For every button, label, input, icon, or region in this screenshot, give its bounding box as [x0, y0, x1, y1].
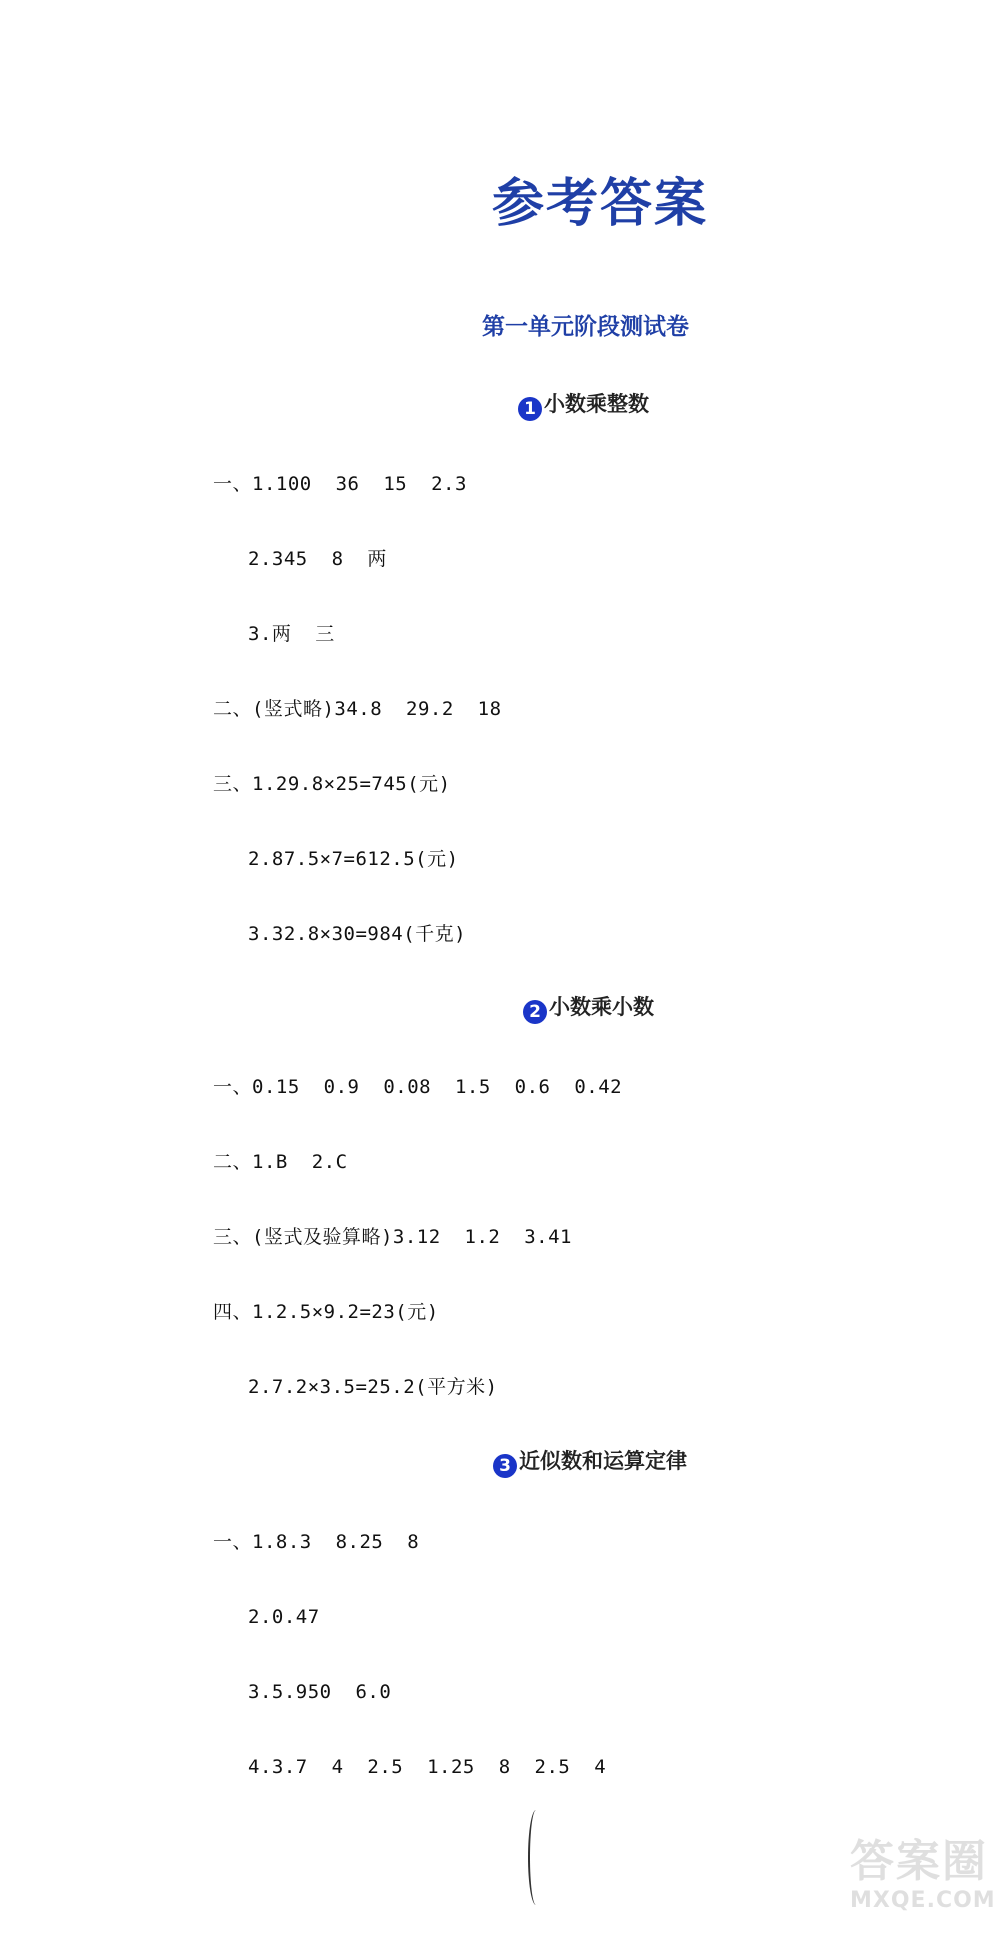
section-number-badge: 1	[518, 397, 542, 421]
answer-line: 2.0.47	[248, 1606, 320, 1628]
pen-mark	[528, 1810, 544, 1905]
answer-line: 4.3.7 4 2.5 1.25 8 2.5 4	[248, 1756, 607, 1778]
section-name: 近似数和运算定律	[519, 1449, 687, 1473]
answer-line: 二、(竖式略)34.8 29.2 18	[213, 698, 502, 720]
unit-title: 第一单元阶段测试卷	[482, 313, 689, 340]
section-heading-3	[493, 1451, 687, 1478]
answer-line: 一、0.15 0.9 0.08 1.5 0.6 0.42	[213, 1076, 623, 1098]
watermark-logo	[850, 1836, 1000, 1939]
section-heading-2	[523, 997, 654, 1024]
answer-line: 2.7.2×3.5=25.2(平方米)	[248, 1376, 498, 1398]
answer-line: 3.32.8×30=984(千克)	[248, 923, 467, 945]
section-name: 小数乘小数	[549, 995, 654, 1019]
section-heading-1	[518, 394, 649, 421]
answer-line: 四、1.2.5×9.2=23(元)	[213, 1301, 439, 1323]
watermark-url: MXQE.COM	[850, 1888, 996, 1913]
section-number-badge: 3	[493, 1454, 517, 1478]
answer-line: 3.5.950 6.0	[248, 1681, 392, 1703]
answer-line: 2.345 8 两	[248, 548, 387, 570]
answer-line: 三、1.29.8×25=745(元)	[213, 773, 451, 795]
section-number-badge: 2	[523, 1000, 547, 1024]
answer-line: 一、1.8.3 8.25 8	[213, 1531, 420, 1553]
answer-line: 一、1.100 36 15 2.3	[213, 473, 467, 495]
answer-line: 3.两 三	[248, 623, 335, 645]
answer-line: 2.87.5×7=612.5(元)	[248, 848, 459, 870]
page-title: 参考答案	[492, 173, 709, 234]
section-name: 小数乘整数	[544, 392, 649, 416]
answer-line: 二、1.B 2.C	[213, 1151, 348, 1173]
answer-line: 三、(竖式及验算略)3.12 1.2 3.41	[213, 1226, 572, 1248]
watermark-main: 答案圈	[850, 1836, 988, 1887]
